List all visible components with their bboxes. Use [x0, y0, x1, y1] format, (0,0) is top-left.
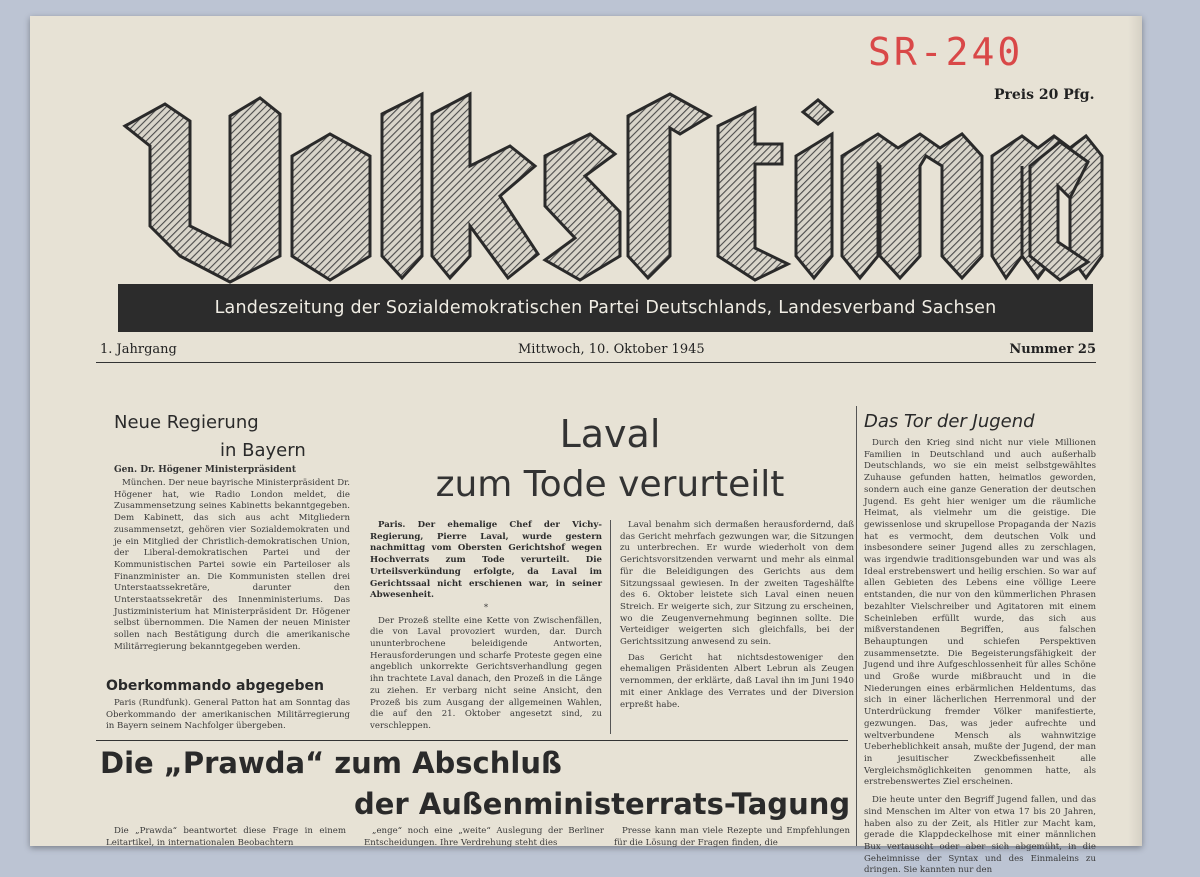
jugend-headline: Das Tor der Jugend [864, 411, 1035, 432]
prawda-headline-line2: der Außenministerrats-Tagung [354, 787, 851, 821]
volume-label: 1. Jahrgang [100, 342, 177, 357]
bayern-headline-line1: Neue Regierung [114, 412, 259, 433]
laval-separator: * [483, 602, 489, 613]
laval-column-2 [620, 520, 854, 740]
issue-number: Nummer 25 [1009, 342, 1096, 357]
prawda-column-3 [614, 826, 850, 848]
masthead-subtitle: Landeszeitung der Sozialdemokratischen Partei Deutschlands, Landesverband Sachsen [118, 284, 1093, 332]
right-column-divider [856, 406, 857, 846]
archive-stamp: SR-240 [868, 30, 1024, 74]
newspaper-page [30, 16, 1142, 876]
bayern-headline-line2: in Bayern [220, 440, 306, 461]
prawda-headline-line1: Die „Prawda“ zum Abschluß [100, 746, 562, 780]
prawda-col2-text: „enge“ noch eine „weite“ Auslegung der Berliner Entscheidungen. Ihre Verdrehung steht dies [364, 826, 604, 848]
laval-column-divider [610, 520, 611, 734]
header-rule [96, 362, 1096, 363]
laval-column-1 [370, 520, 602, 740]
prawda-col3-text: Presse kann man viele Rezepte und Empfehlungen für die Lösung der Fragen finden, die [614, 826, 850, 848]
jugend-text-1: Durch den Krieg sind nicht nur viele Millionen Familien in Deutschland und auch außerhalb Deutschlands, wo sie ein meist selbstgewähltes Zuhause gefunden hatten, heimatlos geworden, sondern auch eine ganze Generation der deutschen Jugend. Es geht hier weniger um die räumliche Heimat, als vielmehr um die geistige. Die gewissenlose und skrupellose Propaganda der Nazis hat es vermocht, dem deutschen Volk und insbesondere seiner Jugend alles zu zerschlagen, was irgendwie traditionsgebunden war und was als Ideal erstrebenswert und heilig erschien. So war auf allen Gebieten des Lebens eine völlige Leere entstanden, die nur von den kümmerlichen Phrasen bezahlter Vielschreiber und Agitatoren mit einem Scheinleben erfüllt wurde, das sich aus mißverstandenen Begriffen, aus falschen Behauptungen und schiefen Perspektiven zusammensetzte. Die Begeisterungsfähigkeit der Jugend und ihre Aufgeschlossenheit für alles Schöne und Große wurde mißbraucht und in die Niederungen eines erbärmlichen Heldentums, das sich in einer lächerlichen Herrenmoral und der Unterdrückung fremder Völker manifestierte, gezwungen. Das, was jeder aufrechte und weltverbundene Mensch als wahnwitzige Ueberheblichkeit ansah, mußte der Jugend, der man in jesuitischer Zweckbefissenheit alle Vergleichsmöglichkeiten genommen hatte, als erstrebenswertes Ziel erscheinen. [864, 438, 1096, 788]
prawda-top-rule [96, 740, 848, 741]
oberkommando-headline: Oberkommando abgegeben [106, 678, 324, 694]
masthead-logo [30, 16, 1142, 286]
bayern-kicker: Gen. Dr. Högener Ministerpräsident [114, 465, 296, 475]
laval-col1-text: Der Prozeß stellte eine Kette von Zwischenfällen, die von Laval provoziert wurden, dar. Durch ununterbrochene beleidigende Antworten, Herausforderungen und scharfe Proteste gegen eine angeblich unkorrekte Gerichtsverhandlung gegen ihn trachtete Laval danach, den Prozeß in die Länge zu ziehen. Er verbarg nicht seine Ansicht, den Prozeß bis zum Ausgang der allgemeinen Wahlen, die auf den 21. Oktober angesetzt sind, zu verschleppen. [370, 615, 602, 731]
bayern-article-body [114, 478, 350, 664]
issue-date: Mittwoch, 10. Oktober 1945 [518, 342, 705, 357]
oberkommando-body-text: Paris (Rundfunk). General Patton hat am Sonntag das Oberkommando der amerikanischen Militärregierung in Bayern seinem Nachfolger übergeben. [106, 698, 350, 732]
jugend-text-2: Die heute unter den Begriff Jugend fallen, und das sind Menschen im Alter von etwa 17 bis 20 Jahren, haben also zu der Zeit, als Hitler zur Macht kam, gerade die Klappdeckelhose mit einer männlichen Bux vertauscht oder aber sich abgemüht, in die Geheimnisse der Syntax und des Einmaleins zu dringen. Sie kannten nur den [864, 795, 1096, 876]
oberkommando-article-body [106, 698, 350, 746]
bayern-body-text: München. Der neue bayrische Ministerpräsident Dr. Högener hat, wie Radio London meldet, die Zusammensetzung seines Kabinetts bekanntgegeben. Dem Kabinett, das sich aus acht Mitgliedern zusammensetzt, gehören vier Sozialdemokraten und je ein Mitglied der Christlich-demokratischen Union, der Liberal-demokratischen Partei und der Kommunistischen Partei sowie ein Parteiloser als Finanzminister an. Die Kommunisten stellen drei Unterstaatssekretäre, darunter den Unterstaatssekretär des Innenministeriums. Das Justizministerium hat Ministerpräsident Dr. Högener selbst übernommen. Die Namen der neuen Minister sollen nach Bestätigung durch die amerikanische Militärregierung bekanntgegeben werden. [114, 478, 350, 652]
prawda-column-2 [364, 826, 604, 848]
laval-lead-text: Paris. Der ehemalige Chef der Vichy-Regierung, Pierre Laval, wurde gestern nachmittag vom Obersten Gerichtshof wegen Hochverrats zum Tode verurteilt. Die Urteilsverkündung erfolgte, da Laval im Gerichtssaal nicht erschienen war, in seiner Abwesenheit. [370, 520, 602, 601]
prawda-col1-text: Die „Prawda“ beantwortet diese Frage in einem Leitartikel, in internationalen Beobachtern [106, 826, 346, 848]
prawda-column-1 [106, 826, 346, 848]
laval-col2-text-1: Laval benahm sich dermaßen herausfordernd, daß das Gericht mehrfach gezwungen war, die Sitzungen zu unterbrechen. Er wurde wiederholt von dem Gerichtsvorsitzenden verwarnt und mehr als einmal für die Beleidigungen des Gerichts aus dem Sitzungssaal gewiesen. In der zweiten Tageshälfte des 6. Oktober leistete sich Laval einen neuen Streich. Er weigerte sich, zur Sitzung zu erscheinen, wo die Zeugenvernehmung beginnen sollte. Die Verteidiger weigerten sich gleichfalls, bei der Gerichtssitzung anwesend zu sein. [620, 520, 854, 648]
jugend-article-body [864, 438, 1096, 876]
laval-headline-line1: Laval [559, 412, 661, 456]
laval-headline-line2: zum Tode verurteilt [435, 464, 785, 505]
price-label: Preis 20 Pfg. [994, 87, 1095, 103]
laval-col2-text-2: Das Gericht hat nichtsdestoweniger den ehemaligen Präsidenten Albert Lebrun als Zeugen vernommen, der erklärte, daß Laval ihn im Juni 1940 mit einer Anklage des Verrates und der Diversion erpreßt habe. [620, 652, 854, 710]
